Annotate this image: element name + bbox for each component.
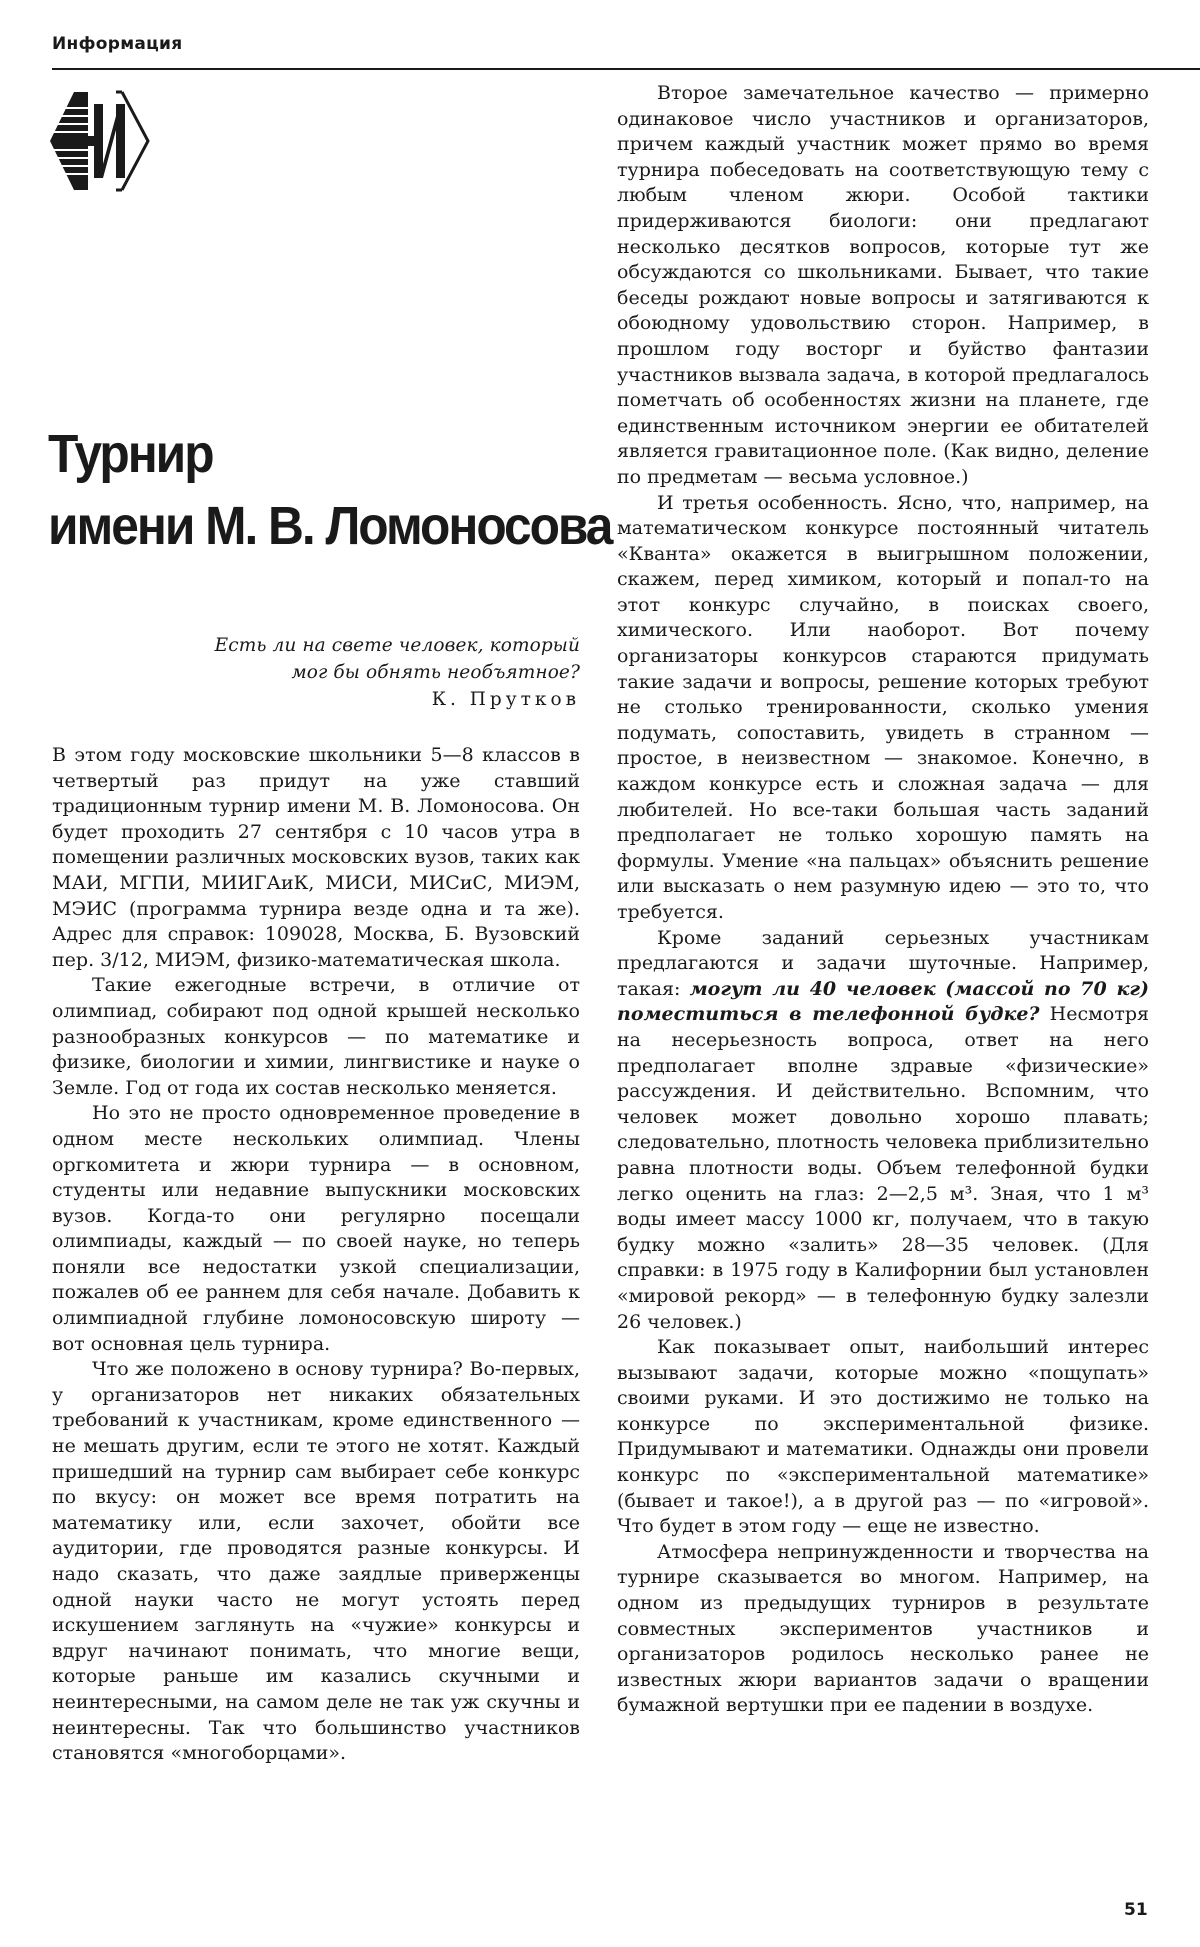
page-number: 51 [1124, 1900, 1148, 1920]
paragraph: И третья особенность. Ясно, что, например, на математическом конкурсе постоянный читатель «Кванта» окажется в выигрышном положении, скажем, перед химиком, который и попал-то на этот конкурс случайно, в поисках своего, химического. Или наоборот. Вот почему организаторы конкурсов стараются придумать такие задачи и вопросы, решение которых требуют не столько тренированности, сколько умения подумать, сопоставить, увидеть в странном — простое, в неизвестном — знакомое. Конечно, в каждом конкурсе есть и сложная задача — для любителей. Но все-таки большая часть заданий предполагает не только хорошую память на формулы. Умение «на пальцах» объяснить решение или высказать о нем разумную идею — это то, что требуется. [617, 491, 1149, 923]
paragraph-with-emphasis [617, 926, 1149, 1336]
article-title [48, 418, 612, 562]
paragraph: Второе замечательное качество — примерно одинаковое число участников и организаторов, причем каждый участник может прямо во время турнира побеседовать на соответствующую тему с любым членом жюри. Особой тактики придерживаются биологи: они предлагают несколько десятков вопросов, которые тут же обсуждаются со школьниками. Бывает, что такие беседы рождают новые вопросы и затягиваются к обоюдному удовольствию сторон. Например, в прошлом году восторг и буйство фантазии участников вызвала задача, в которой предлагалось пометчать об особенностях жизни на планете, где единственным источником энергии ее обитателей является гравитационное поле. (Как видно, деление по предметам — весьма условное.) [617, 82, 1149, 488]
paragraph: Что же положено в основу турнира? Во-первых, у организаторов нет никаких обязательных требований к участникам, кроме единственного — не мешать другим, если те этого не хотят. Каждый пришедший на турнир сам выбирает себе конкурс по вкусу: он может все время потратить на математику или, если захочет, обойти все аудитории, где проводятся разные конкурсы. И надо сказать, что даже заядлые приверженцы одной науки часто не могут устоять перед искушением заглянуть на «чужие» конкурсы и вдруг начинают понимать, что многие вещи, которые раньше им казались скучными и неинтересными, на самом деле не так уж скучны и неинтересны. Так что большинство участников становятся «многоборцами». [52, 1358, 580, 1765]
epigraph-line-1: Есть ли на свете человек, который [214, 635, 580, 656]
epigraph-line-2: мог бы обнять необъятное? [291, 662, 580, 683]
title-line-2: имени М. В. Ломоносова [48, 496, 612, 556]
left-column [52, 743, 580, 1767]
epigraph [120, 632, 580, 713]
info-hexagon-icon [44, 86, 154, 196]
paragraph: Атмосфера непринужденности и творчества на турнире сказывается во многом. Например, на одном из предыдущих турниров в результате совместных экспериментов участников и организаторов родилось несколько ранее не известных жюри вариантов задачи о вращении бумажной вертушки при ее падении в воздухе. [617, 1540, 1149, 1717]
epigraph-author: К. Прутков [431, 689, 580, 710]
section-header: Информация [52, 34, 183, 54]
paragraph: Но это не просто одновременное проведение в одном месте нескольких олимпиад. Члены оргкомитета и жюри турнира — в основном, студенты или недавние выпускники московских вузов. Когда-то они регулярно посещали олимпиады, каждый — по своей науке, но теперь поняли все недостатки узкой специализации, пожалев об ее раннем для себя начале. Добавить к олимпиадной глубине ломоносовскую широту — вот основная цель турнира. [52, 1102, 580, 1355]
paragraph-text: Кроме заданий серьезных участникам предлагаются и задачи шуточные. Например, такая: [617, 926, 1149, 1000]
title-line-1: Турнир [48, 424, 213, 484]
paragraph: В этом году московские школьники 5—8 классов в четвертый раз придут на уже ставший традиционным турнир имени М. В. Ломоносова. Он будет проходить 27 сентября с 10 часов утра в помещении различных московских вузов, таких как МАИ, МГПИ, МИИГАиК, МИСИ, МИСиС, МИЭМ, МЭИС (программа турнира везде одна и та же). Адрес для справок: 109028, Москва, Б. Вузовский пер. 3/12, МИЭМ, физико-математическая школа. [52, 744, 580, 971]
emphasized-question: могут ли 40 человек (массой по 70 кг) поместиться в телефонной будке? [617, 977, 1149, 1026]
header-rule [52, 68, 1200, 70]
paragraph-text: Несмотря на несерьезность вопроса, ответ на него предполагает вполне здравые «физические» рассуждения. И действительно. Вспомним, что человек может довольно хорошо плавать; следовательно, плотность человека приблизительно равна плотности воды. Объем телефонной будки легко оценить на глаз: 2—2,5 м³. Зная, что 1 м³ воды имеет массу 1000 кг, получаем, что в такую будку можно «залить» 28—35 человек. (Для справки: в 1975 году в Калифорнии был установлен «мировой рекорд» — в телефонную будку залезли 26 человек.) [617, 1003, 1149, 1333]
paragraph: Такие ежегодные встречи, в отличие от олимпиад, собирают под одной крышей несколько разнообразных конкурсов — по математике и физике, биологии и химии, лингвистике и науке о Земле. Год от года их состав несколько меняется. [52, 974, 580, 1099]
paragraph: Как показывает опыт, наибольший интерес вызывают задачи, которые можно «пощупать» своими руками. И это достижимо не только на конкурсе по экспериментальной физике. Придумывают и математики. Однажды они провели конкурс по «экспериментальной математике» (бывает и такое!), а в другой раз — по «игровой». Что будет в этом году — еще не известно. [617, 1336, 1149, 1538]
right-column [617, 81, 1149, 1719]
